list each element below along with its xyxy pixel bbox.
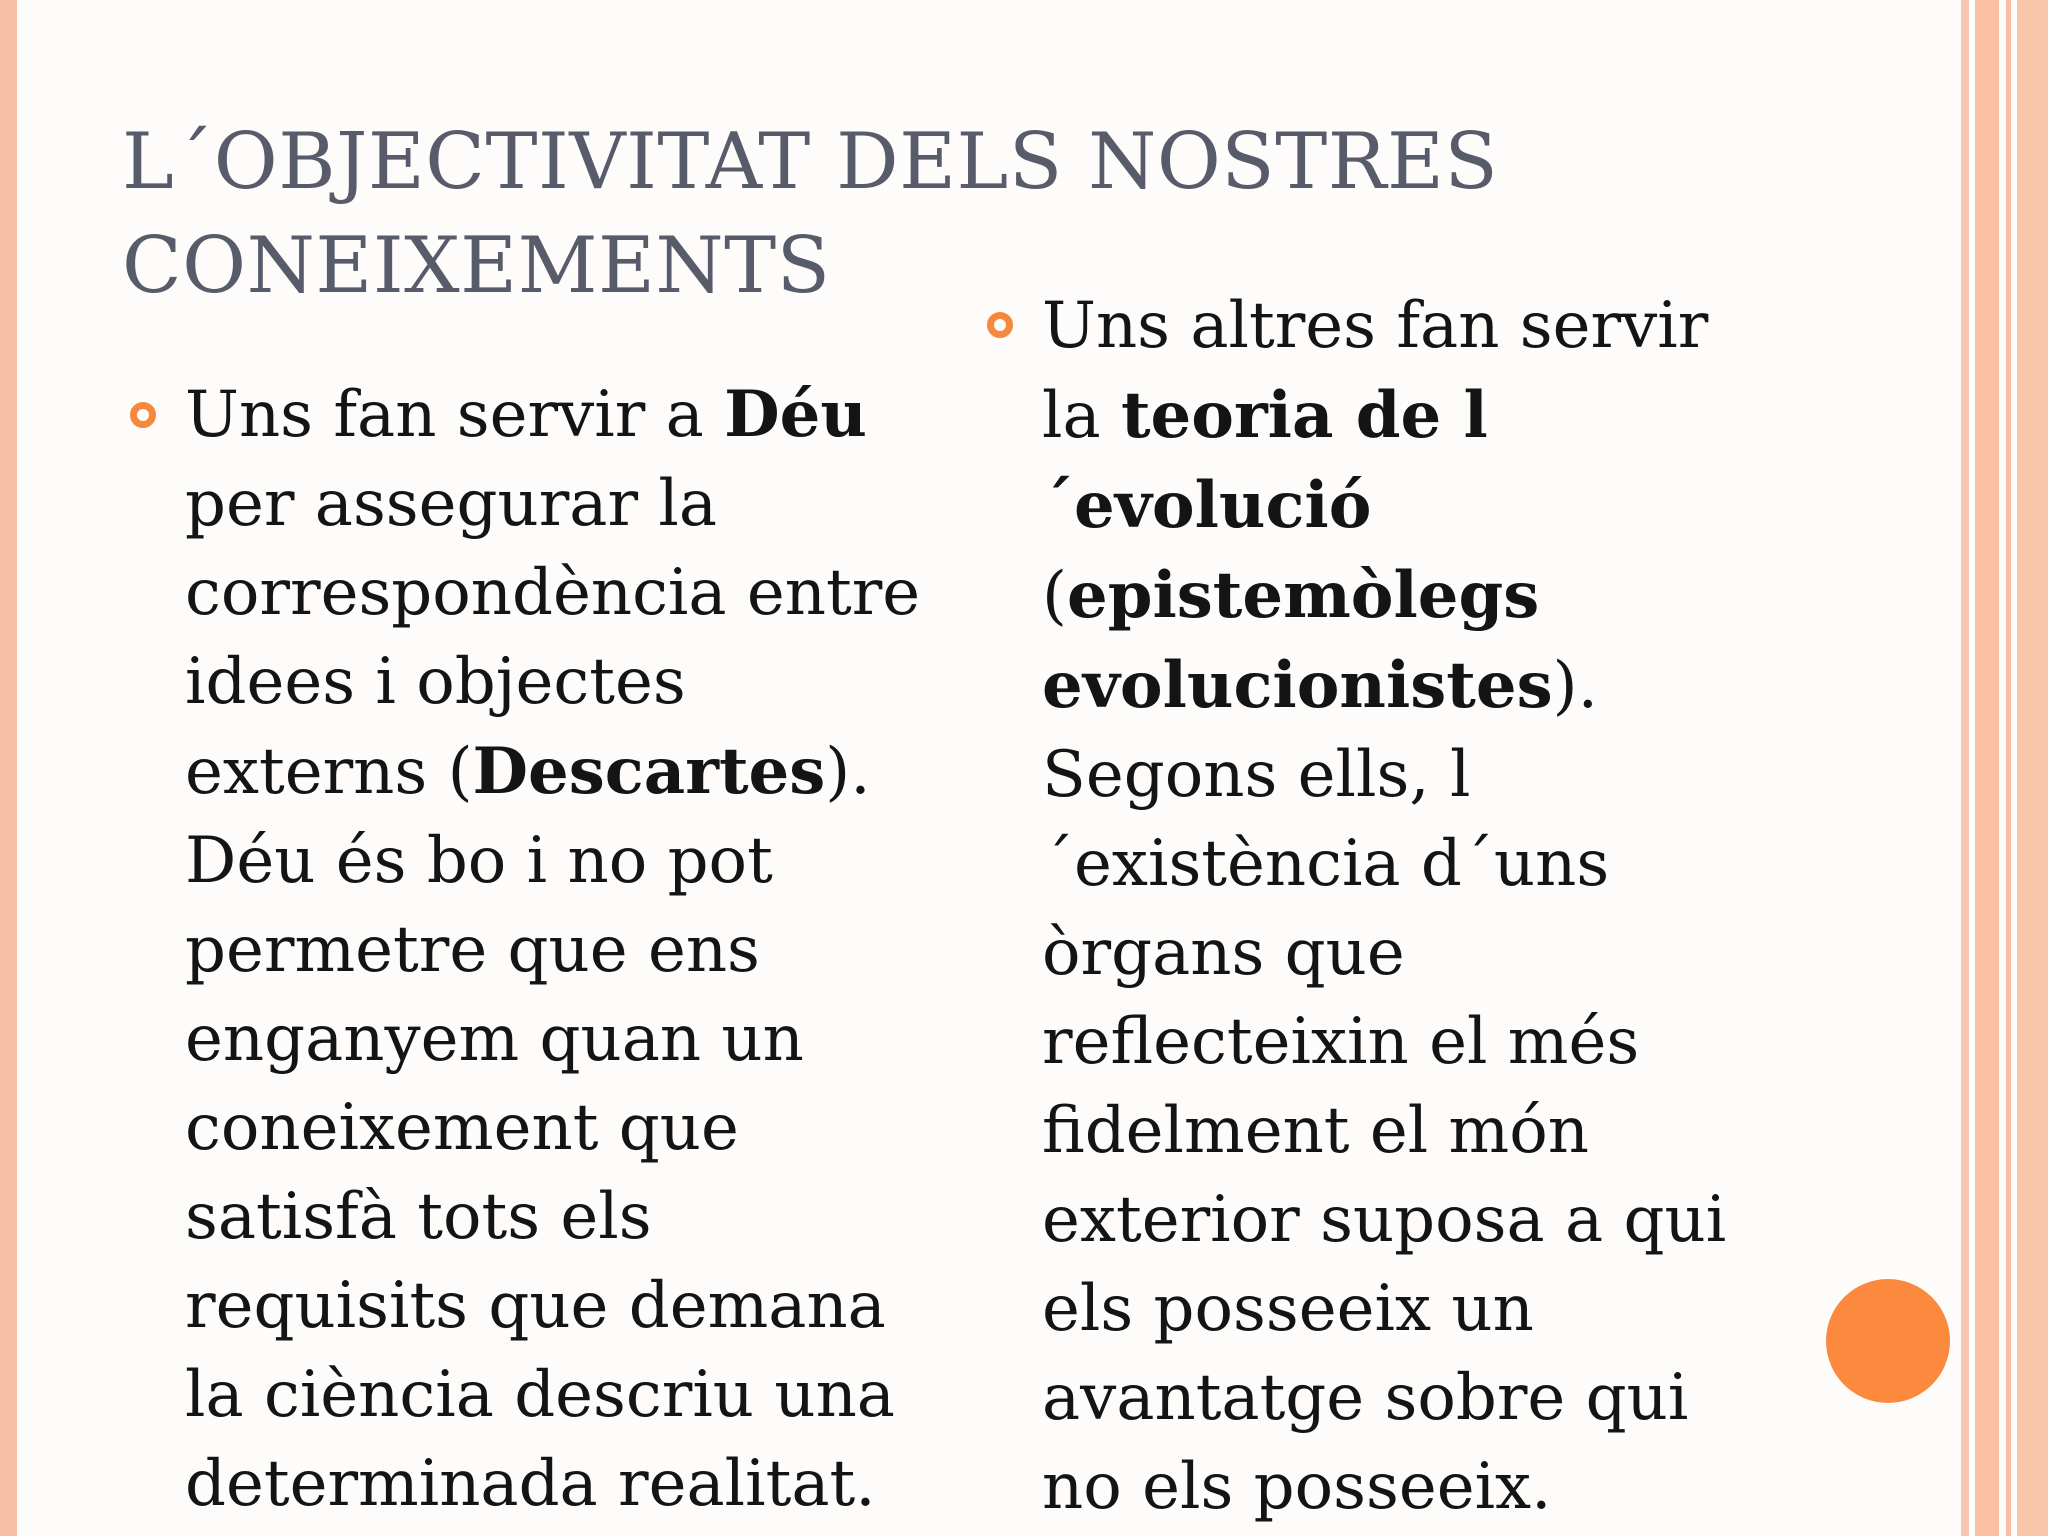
right-line-6: Segons ells, l [1042, 738, 1471, 812]
bullet-circle-icon [130, 402, 156, 428]
left-border-stripe [0, 0, 17, 1536]
right-stripe-2 [1975, 0, 1999, 1536]
right-line-5-end: ). [1552, 649, 1598, 723]
left-line-4: idees i objectes [185, 645, 686, 719]
right-line-14: no els posseeix. [1042, 1450, 1552, 1524]
right-line-4 [1042, 551, 1782, 641]
right-line-5-bold: evolucionistes [1042, 648, 1553, 723]
left-line-7: permetre que ens [185, 913, 760, 987]
title-line-1: L´OBJECTIVITAT DELS NOSTRES [122, 117, 1499, 207]
right-line-1: Uns altres fan servir [1042, 289, 1709, 363]
left-line-8: enganyem quan un [185, 1002, 804, 1076]
right-line-4-text: ( [1042, 559, 1067, 633]
left-line-5-bold: Descartes [472, 734, 826, 809]
right-line-3 [1042, 461, 1782, 551]
right-line-2 [1042, 371, 1782, 461]
left-bullet-text [185, 370, 921, 1529]
right-line-2-bold: teoria de l [1120, 378, 1488, 453]
left-line-1-bold: Déu [724, 377, 867, 452]
left-line-5 [185, 727, 905, 817]
left-line-9: coneixement que [185, 1091, 739, 1165]
left-line-5-end: ). [825, 735, 871, 809]
right-line-12: els posseeix un [1042, 1272, 1534, 1346]
left-line-3: correspondència entre [185, 556, 921, 630]
title-line-2: CONEIXEMENTS [122, 221, 831, 311]
left-line-1-text: Uns fan servir a [185, 378, 725, 452]
right-line-13: avantatge sobre qui [1042, 1361, 1689, 1435]
decorative-orange-circle-icon [1826, 1279, 1950, 1403]
right-line-8: òrgans que [1042, 916, 1405, 990]
left-line-13: determinada realitat. [185, 1447, 876, 1521]
right-line-10: fidelment el món [1042, 1094, 1589, 1168]
left-line-5-text: externs ( [185, 735, 473, 809]
left-line-1 [185, 370, 905, 460]
right-stripe-4 [2017, 0, 2048, 1536]
left-line-12: la ciència descriu una [185, 1358, 895, 1432]
right-stripe-1 [1961, 0, 1969, 1536]
left-line-10: satisfà tots els [185, 1180, 652, 1254]
right-line-4-bold: epistemòlegs [1066, 558, 1540, 633]
right-line-3-bold: ´evolució [1042, 468, 1372, 543]
right-line-9: reflecteixin el més [1042, 1005, 1640, 1079]
right-line-11: exterior suposa a qui [1042, 1183, 1727, 1257]
right-bullet-text [1042, 282, 1782, 1532]
right-line-2-text: la [1042, 379, 1121, 453]
left-line-2: per assegurar la [185, 467, 717, 541]
left-line-6: Déu és bo i no pot [185, 824, 773, 898]
right-line-5 [1042, 641, 1782, 731]
left-line-11: requisits que demana [185, 1269, 886, 1343]
right-line-7: ´existència d´uns [1042, 827, 1610, 901]
bullet-circle-icon [987, 312, 1013, 338]
right-stripe-3 [2006, 0, 2011, 1536]
